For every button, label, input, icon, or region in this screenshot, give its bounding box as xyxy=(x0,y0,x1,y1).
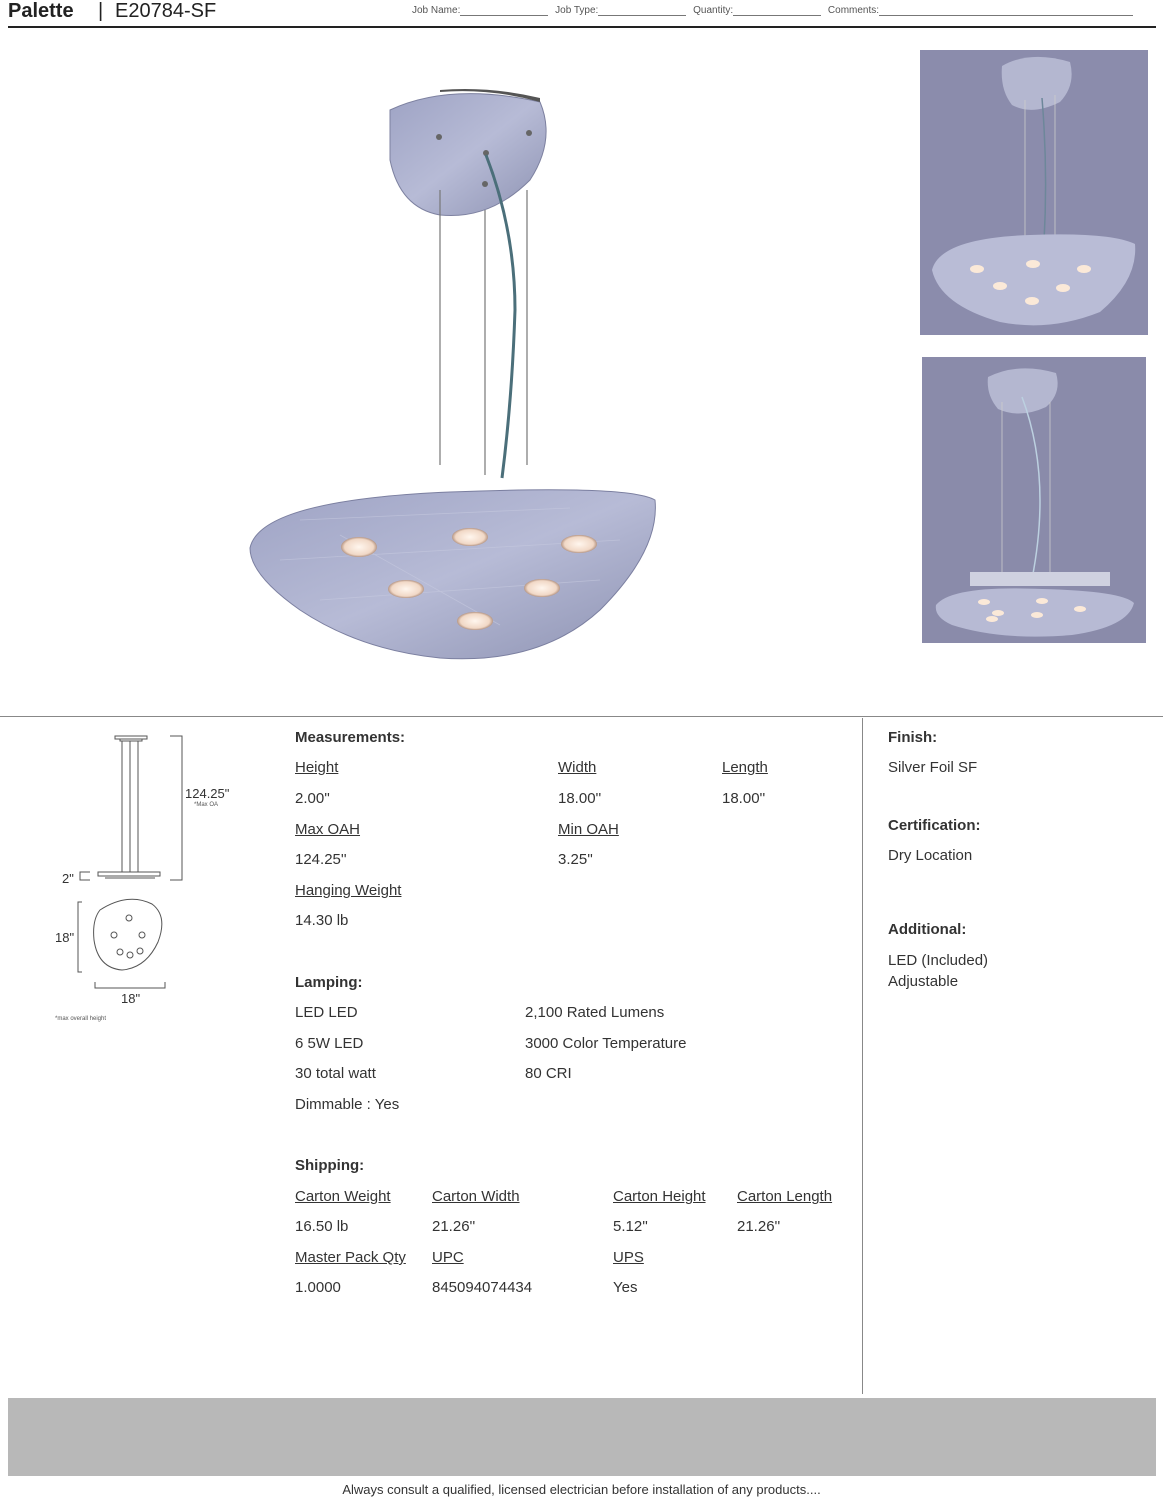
certification-title: Certification: xyxy=(888,817,981,834)
lamping-item: Dimmable : Yes xyxy=(295,1096,400,1113)
certification-value: Dry Location xyxy=(888,847,973,864)
job-type-label: Job Type: xyxy=(555,5,599,16)
shipping-title: Shipping: xyxy=(295,1157,365,1174)
diagram-footnote: *max overall height xyxy=(55,1016,107,1022)
carton-height-value: 5.12'' xyxy=(613,1218,648,1235)
min-oah-value: 3.25'' xyxy=(558,851,593,868)
lamping-item: 30 total watt xyxy=(295,1065,376,1082)
finish-value: Silver Foil SF xyxy=(888,759,978,776)
lamping-item: 2,100 Rated Lumens xyxy=(525,1004,665,1021)
lamping-title: Lamping: xyxy=(295,974,363,991)
lamping-item: 3000 Color Temperature xyxy=(525,1035,687,1052)
job-fields xyxy=(412,5,1137,16)
footer-disclaimer: Always consult a qualified, licensed electrician before installation of any products.... xyxy=(342,1482,821,1497)
footer-bar xyxy=(8,1398,1156,1476)
diagram-bottom-label: 18" xyxy=(121,991,141,1006)
carton-width-label: Carton Width xyxy=(432,1188,520,1205)
ups-label: UPS xyxy=(613,1249,644,1266)
product-photo xyxy=(240,80,670,670)
ups-value: Yes xyxy=(613,1279,638,1296)
height-value: 2.00'' xyxy=(295,790,330,807)
carton-length-value: 21.26'' xyxy=(737,1218,781,1235)
lamping-item: 80 CRI xyxy=(525,1065,572,1082)
lamping-item: 6 5W LED xyxy=(295,1035,364,1052)
diagram-canopy-label: 2" xyxy=(62,871,74,886)
comments-field[interactable] xyxy=(879,5,1133,16)
quantity-field[interactable] xyxy=(733,5,821,16)
job-name-field[interactable] xyxy=(460,5,548,16)
upc-value: 845094074434 xyxy=(432,1279,533,1296)
master-pack-value: 1.0000 xyxy=(295,1279,341,1296)
comments-label: Comments: xyxy=(827,5,880,16)
brand-name: Palette xyxy=(8,0,74,22)
thumbnail-photo-2[interactable] xyxy=(922,357,1146,643)
additional-item: LED (Included) xyxy=(888,952,989,969)
header xyxy=(8,0,1156,28)
width-value: 18.00'' xyxy=(558,790,602,807)
column-divider xyxy=(862,718,863,1394)
max-oah-value: 124.25'' xyxy=(295,851,347,868)
model-number: E20784-SF xyxy=(115,0,217,22)
header-separator: | xyxy=(98,0,104,22)
length-label: Length xyxy=(722,759,768,776)
section-divider xyxy=(0,716,1163,717)
additional-item: Adjustable xyxy=(888,973,959,990)
master-pack-label: Master Pack Qty xyxy=(295,1249,406,1266)
height-label: Height xyxy=(295,759,339,776)
diagram-max-oa-note: *Max OA xyxy=(194,802,219,808)
diagram-height-label: 124.25" xyxy=(185,786,230,801)
dimension-diagram xyxy=(50,730,250,1030)
additional-title: Additional: xyxy=(888,921,967,938)
carton-width-value: 21.26'' xyxy=(432,1218,476,1235)
carton-height-label: Carton Height xyxy=(613,1188,706,1205)
diagram-side-label: 18" xyxy=(55,930,75,945)
job-name-label: Job Name: xyxy=(412,5,461,16)
lamping-item: LED LED xyxy=(295,1004,358,1021)
carton-length-label: Carton Length xyxy=(737,1188,833,1205)
length-value: 18.00'' xyxy=(722,790,766,807)
max-oah-label: Max OAH xyxy=(295,821,361,838)
job-type-field[interactable] xyxy=(598,5,686,16)
measurements-title: Measurements: xyxy=(295,729,406,746)
width-label: Width xyxy=(558,759,597,776)
hanging-weight-value: 14.30 lb xyxy=(295,912,349,929)
hanging-weight-label: Hanging Weight xyxy=(295,882,402,899)
min-oah-label: Min OAH xyxy=(558,821,619,838)
thumbnail-photo-1[interactable] xyxy=(920,50,1148,335)
quantity-label: Quantity: xyxy=(693,5,734,16)
finish-title: Finish: xyxy=(888,729,938,746)
upc-label: UPC xyxy=(432,1249,464,1266)
carton-weight-label: Carton Weight xyxy=(295,1188,391,1205)
carton-weight-value: 16.50 lb xyxy=(295,1218,349,1235)
